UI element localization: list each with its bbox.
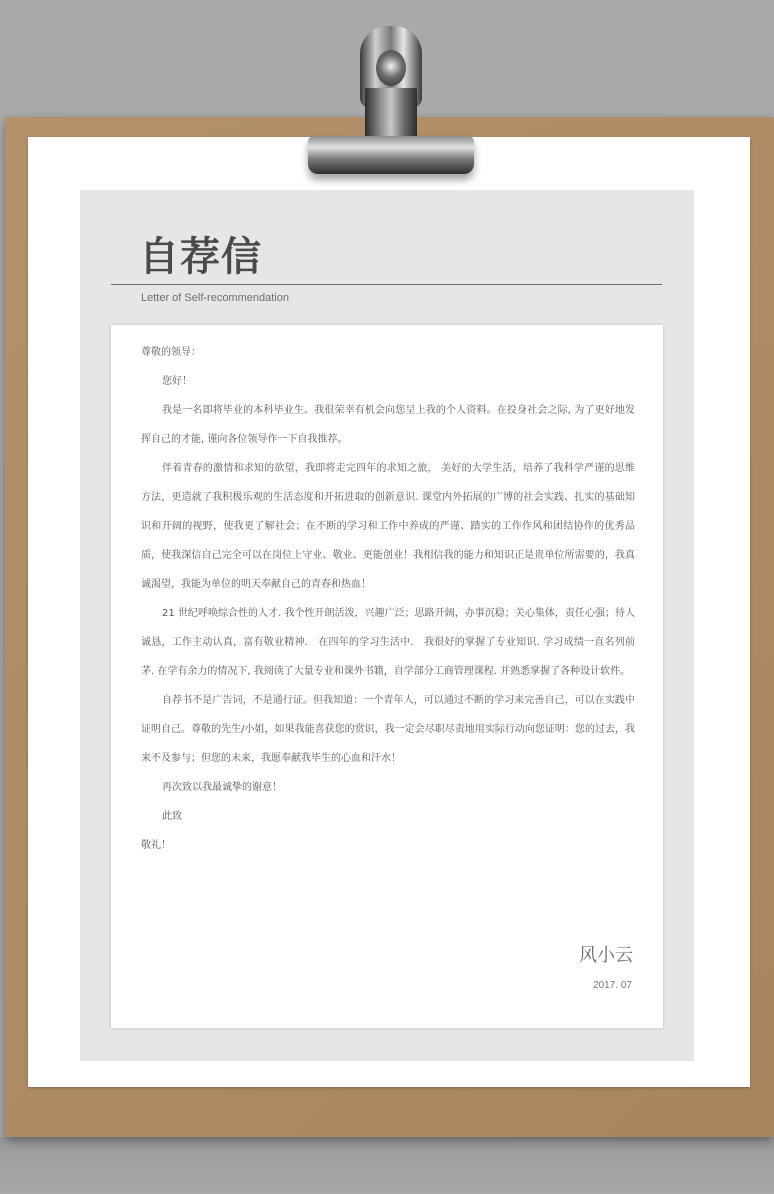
clip-neck — [365, 88, 417, 138]
paragraph-education: 伴着青春的激情和求知的欲望，我即将走完四年的求知之旅， 美好的大学生活，培养了我科学严谨的思维方法，更造就了我积极乐观的生活态度和开拓进取的创新意识. 课堂内外拓展的广博的社会实践、扎实的基础知识和开阔的视野，使我更了解社会；在不断的学习和工作中养成的严谨、踏实的工作作风和团结协作的优秀品质，使我深信自己完全可以在岗位上守业、敬业、更能创业！我相信我的能力和知识正是贵单位所需要的，我真诚渴望，我能为单位的明天奉献自己的青春和热血！ — [141, 463, 635, 590]
clip-hole — [376, 50, 406, 86]
thanks-line: 再次致以我最诚挚的谢意！ — [162, 782, 282, 793]
desk-surface — [0, 1137, 774, 1194]
paragraph-intro: 我是一名即将毕业的本科毕业生。我很荣幸有机会向您呈上我的个人资料。在投身社会之际, 为了更好地发挥自己的才能, 谨向各位领导作一下自我推荐。 — [141, 405, 635, 445]
signature: 风小云 — [579, 945, 633, 966]
page-subtitle: Letter of Self-recommendation — [141, 292, 289, 304]
letter-date: 2017. 07 — [593, 980, 632, 991]
paragraph-closing: 自荐书不是广告词，不是通行证。但我知道：一个青年人，可以通过不断的学习来完善自己，可以在实践中证明自己。尊敬的先生/小姐，如果我能喜获您的赏识，我一定会尽职尽责地用实际行动向您证明：您的过去，我来不及参与；但您的未来，我愿奉献我毕生的心血和汗水！ — [141, 695, 635, 764]
page-title: 自荐信 — [139, 234, 262, 280]
title-divider — [111, 284, 662, 285]
clip-base — [308, 136, 474, 174]
greeting: 您好！ — [162, 376, 192, 387]
closing-line-1: 此致 — [162, 811, 182, 822]
closing-line-2: 敬礼！ — [141, 840, 171, 851]
salutation: 尊敬的领导： — [141, 347, 201, 358]
paragraph-personality: 21 世纪呼唤综合性的人才. 我个性开朗活泼，兴趣广泛；思路开阔，办事沉稳；关心集体，责任心强；待人诚恳，工作主动认真，富有敬业精神． 在四年的学习生活中． 我很好的掌握了专业知识. 学习成绩一直名列前茅. 在学有余力的情况下, 我阅读了大量专业和课外书籍，自学部分工商管理课程. 并熟悉掌握了各种设计软件。 — [141, 608, 635, 677]
letter-body — [141, 338, 635, 860]
